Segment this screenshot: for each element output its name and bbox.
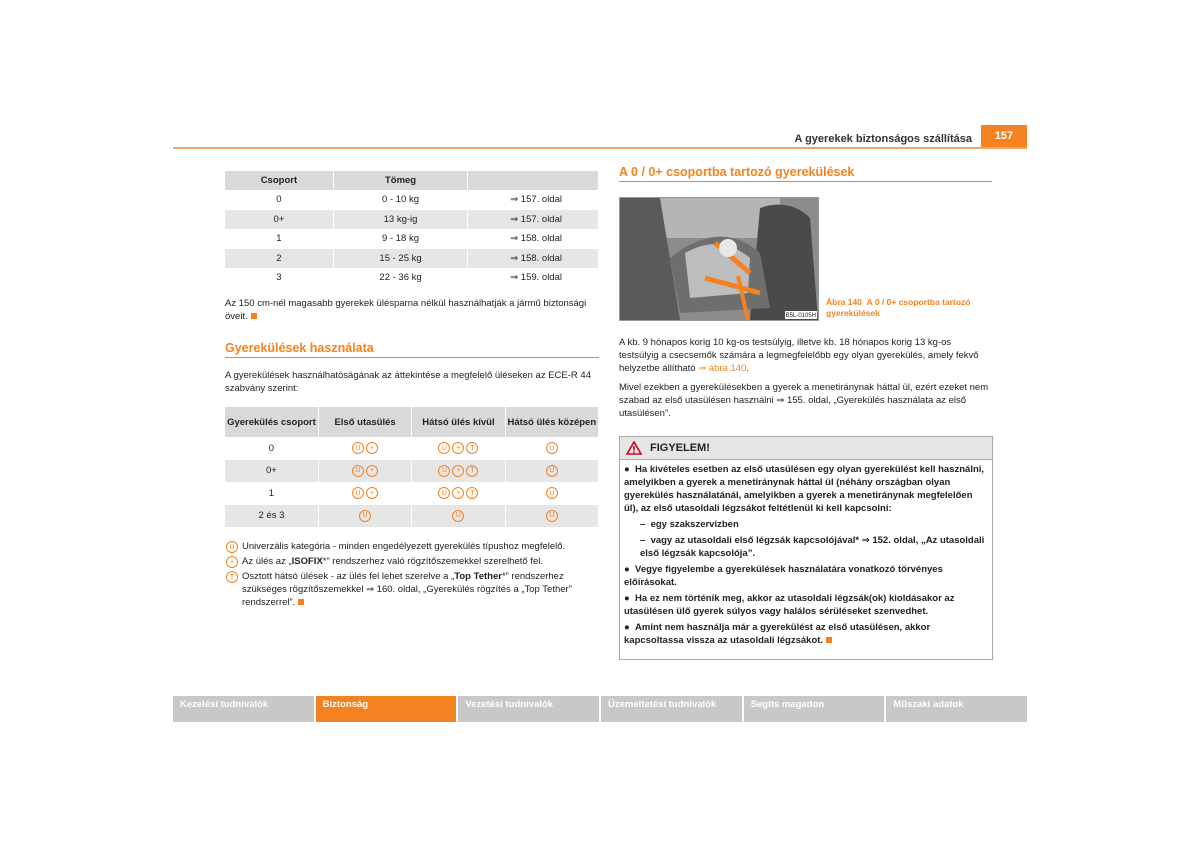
table-row [225, 229, 599, 249]
isofix-symbol-icon: + [366, 442, 378, 454]
car-seat-illustration [620, 198, 818, 320]
figure-code: B5L-0105H [785, 313, 816, 319]
legend-universal: U Univerzális kategória - minden engedélyezett gyerekülés típushoz megfelelő. [225, 540, 603, 553]
nav-tab-uzemeltetesi[interactable]: Üzemeltetési tudnivalók [601, 696, 742, 722]
page-ref-cell[interactable]: ⇒ 157. oldal [468, 190, 599, 210]
table-row [225, 460, 599, 483]
section-rule [619, 181, 992, 182]
col-header-group: Csoport [225, 171, 333, 190]
group0-para-1: A kb. 9 hónapos korig 10 kg-os testsúlyig, illetve kb. 18 hónapos korig 13 kg-os testsúlyig a csecsemők számára a legmegfelelőbb egy olyan gyerekülés, amely fekvő helyzetbe állítható ⇒ ábra 140. [619, 337, 979, 374]
seat-group-cell: 2 és 3 [225, 505, 318, 528]
nav-tab-kezelesi[interactable]: Kezelési tudnivalók [173, 696, 314, 722]
weight-cell: 22 - 36 kg [333, 268, 467, 288]
section-heading-usage: Gyerekülések használata [225, 341, 374, 355]
table-row [225, 249, 599, 269]
weight-cell: 15 - 25 kg [333, 249, 467, 269]
rear-middle-cell [505, 482, 598, 505]
top-tether-symbol-icon: T [466, 487, 478, 499]
warning-bullet: ● Vegye figyelembe a gyerekülések használatára vonatkozó törvényes előírásokat. [624, 564, 943, 588]
col-header-ref [468, 171, 599, 190]
isofix-symbol-icon: + [366, 465, 378, 477]
universal-symbol-icon: U [352, 442, 364, 454]
warning-bullet: ● Amint nem használja már a gyerekülést az első utasülésen, akkor kapcsoltassa vissza az utasoldali légzsákot. [624, 622, 931, 646]
table-row [225, 482, 599, 505]
universal-symbol-icon: U [452, 510, 464, 522]
group-cell: 0+ [225, 210, 333, 230]
section-rule [225, 357, 599, 358]
isofix-symbol-icon: + [366, 487, 378, 499]
page-ref-cell[interactable]: ⇒ 159. oldal [468, 268, 599, 288]
warning-title: FIGYELEM! [650, 442, 710, 454]
group0-para-2: Mivel ezekben a gyerekülésekben a gyerek a menetiránynak háttal ül, ezért ezeket nem szabad az első utasülésen használni ⇒ 155. oldal, „Gyerekülés használata az első utasülésen”. [619, 382, 989, 419]
front-cell [318, 482, 411, 505]
weight-cell: 9 - 18 kg [333, 229, 467, 249]
nav-tab-segits[interactable]: Segíts magadon [744, 696, 885, 722]
top-tether-symbol-icon: T [226, 571, 238, 583]
warning-box [619, 436, 993, 660]
warning-header [620, 437, 992, 460]
warning-triangle-icon [626, 441, 642, 455]
front-cell [318, 505, 411, 528]
table-row [225, 505, 599, 528]
header-rule [173, 147, 1027, 149]
page-header-title: A gyerekek biztonságos szállítása [794, 133, 972, 145]
col-header-seat-group: Gyerekülés csoport [225, 407, 318, 437]
usage-intro: A gyerekülések használhatóságának az áttekintése a megfelelő üléseken az ECE-R 44 szabvány szerint: [225, 370, 591, 394]
universal-symbol-icon: U [546, 510, 558, 522]
warning-bullet: ● Ha ez nem történik meg, akkor az utasoldali légzsák(ok) kioldásakor az utasülésen ülő gyerek súlyos vagy halálos sérüléseket szenvedhet. [624, 593, 955, 617]
figure-caption: Ábra 140 A 0 / 0+ csoportba tartozó gyerekülések [826, 297, 971, 318]
universal-symbol-icon: U [226, 541, 238, 553]
legend-top-tether: T Osztott hátsó ülések - az ülés fel lehet szerelve a „Top Tether*” rendszerhez szükséges rögzítőszemekkel ⇒ 160. oldal, „Gyerekülés rögzítés a „Top Tether” rendszerrel”. [225, 570, 603, 609]
figure-140-link[interactable]: ⇒ ábra 140 [698, 363, 747, 374]
isofix-symbol-icon: + [226, 556, 238, 568]
universal-symbol-icon: U [546, 465, 558, 477]
section-heading-group0: A 0 / 0+ csoportba tartozó gyerekülések [619, 165, 855, 179]
weight-cell: 0 - 10 kg [333, 190, 467, 210]
col-header-rear-outer: Hátsó ülés kívül [412, 407, 505, 437]
group-cell: 2 [225, 249, 333, 269]
end-square [251, 313, 257, 319]
note-150cm: Az 150 cm-nél magasabb gyerekek ülésparna nélkül használhatják a jármű biztonsági öveit. [225, 298, 587, 322]
group-cell: 0 [225, 190, 333, 210]
table-row [225, 190, 599, 210]
nav-tab-vezetesi[interactable]: Vezetési tudnivalók [458, 696, 599, 722]
figure-140-image [619, 197, 819, 321]
table-row [225, 268, 599, 288]
rear-middle-cell [505, 505, 598, 528]
seat-group-cell: 0 [225, 437, 318, 460]
universal-symbol-icon: U [352, 465, 364, 477]
weight-cell: 13 kg-ig [333, 210, 467, 230]
warning-body [620, 460, 992, 647]
warning-dash: – vagy az utasoldali első légzsák kapcsolójával* ⇒ 152. oldal, „Az utasoldali első légzsák kapcsolója”. [640, 535, 985, 559]
seat-group-cell: 0+ [225, 460, 318, 483]
nav-tab-muszaki[interactable]: Műszaki adatok [886, 696, 1027, 722]
page-ref-cell[interactable]: ⇒ 158. oldal [468, 229, 599, 249]
universal-symbol-icon: U [438, 487, 450, 499]
universal-symbol-icon: U [438, 465, 450, 477]
page-number: 157 [981, 125, 1027, 147]
universal-symbol-icon: U [438, 442, 450, 454]
isofix-symbol-icon: + [452, 487, 464, 499]
universal-symbol-icon: U [546, 487, 558, 499]
universal-symbol-icon: U [359, 510, 371, 522]
page-ref-cell[interactable]: ⇒ 157. oldal [468, 210, 599, 230]
nav-tab-biztonsag[interactable]: Biztonság [316, 696, 457, 722]
seat-group-cell: 1 [225, 482, 318, 505]
chapter-navigation [173, 696, 1027, 722]
top-tether-symbol-icon: T [466, 442, 478, 454]
rear-outer-cell [412, 460, 505, 483]
col-header-rear-middle: Hátsó ülés középen [505, 407, 598, 437]
group-weight-table [225, 171, 599, 288]
isofix-symbol-icon: + [452, 465, 464, 477]
symbol-legend [225, 540, 603, 609]
rear-outer-cell [412, 505, 505, 528]
universal-symbol-icon: U [352, 487, 364, 499]
rear-outer-cell [412, 482, 505, 505]
warning-bullet: ● Ha kivételes esetben az első utasülésen egy olyan gyerekülést kell használni, amelyikben a gyerek a menetiránynak háttal ül (néhány országban olyan gyerekülés használatánál, amelyikben a gyerek a menetiránynak megfelelően ül), az első utasoldali légzsákot feltétlenül ki kell kapcsolni: [624, 464, 985, 514]
table-row [225, 210, 599, 230]
col-header-front: Első utasülés [318, 407, 411, 437]
group-cell: 3 [225, 268, 333, 288]
page-ref-cell[interactable]: ⇒ 158. oldal [468, 249, 599, 269]
seat-usage-table [225, 407, 599, 527]
top-tether-symbol-icon: T [466, 465, 478, 477]
legend-isofix: + Az ülés az „ISOFIX*” rendszerhez való rögzítőszemekkel szerelhető fel. [225, 555, 603, 568]
rear-middle-cell [505, 460, 598, 483]
universal-symbol-icon: U [546, 442, 558, 454]
rear-middle-cell [505, 437, 598, 460]
isofix-symbol-icon: + [452, 442, 464, 454]
front-cell [318, 460, 411, 483]
group-cell: 1 [225, 229, 333, 249]
front-cell [318, 437, 411, 460]
warning-dash: – egy szakszervizben [640, 519, 739, 530]
col-header-weight: Tömeg [333, 171, 467, 190]
rear-outer-cell [412, 437, 505, 460]
table-row [225, 437, 599, 460]
